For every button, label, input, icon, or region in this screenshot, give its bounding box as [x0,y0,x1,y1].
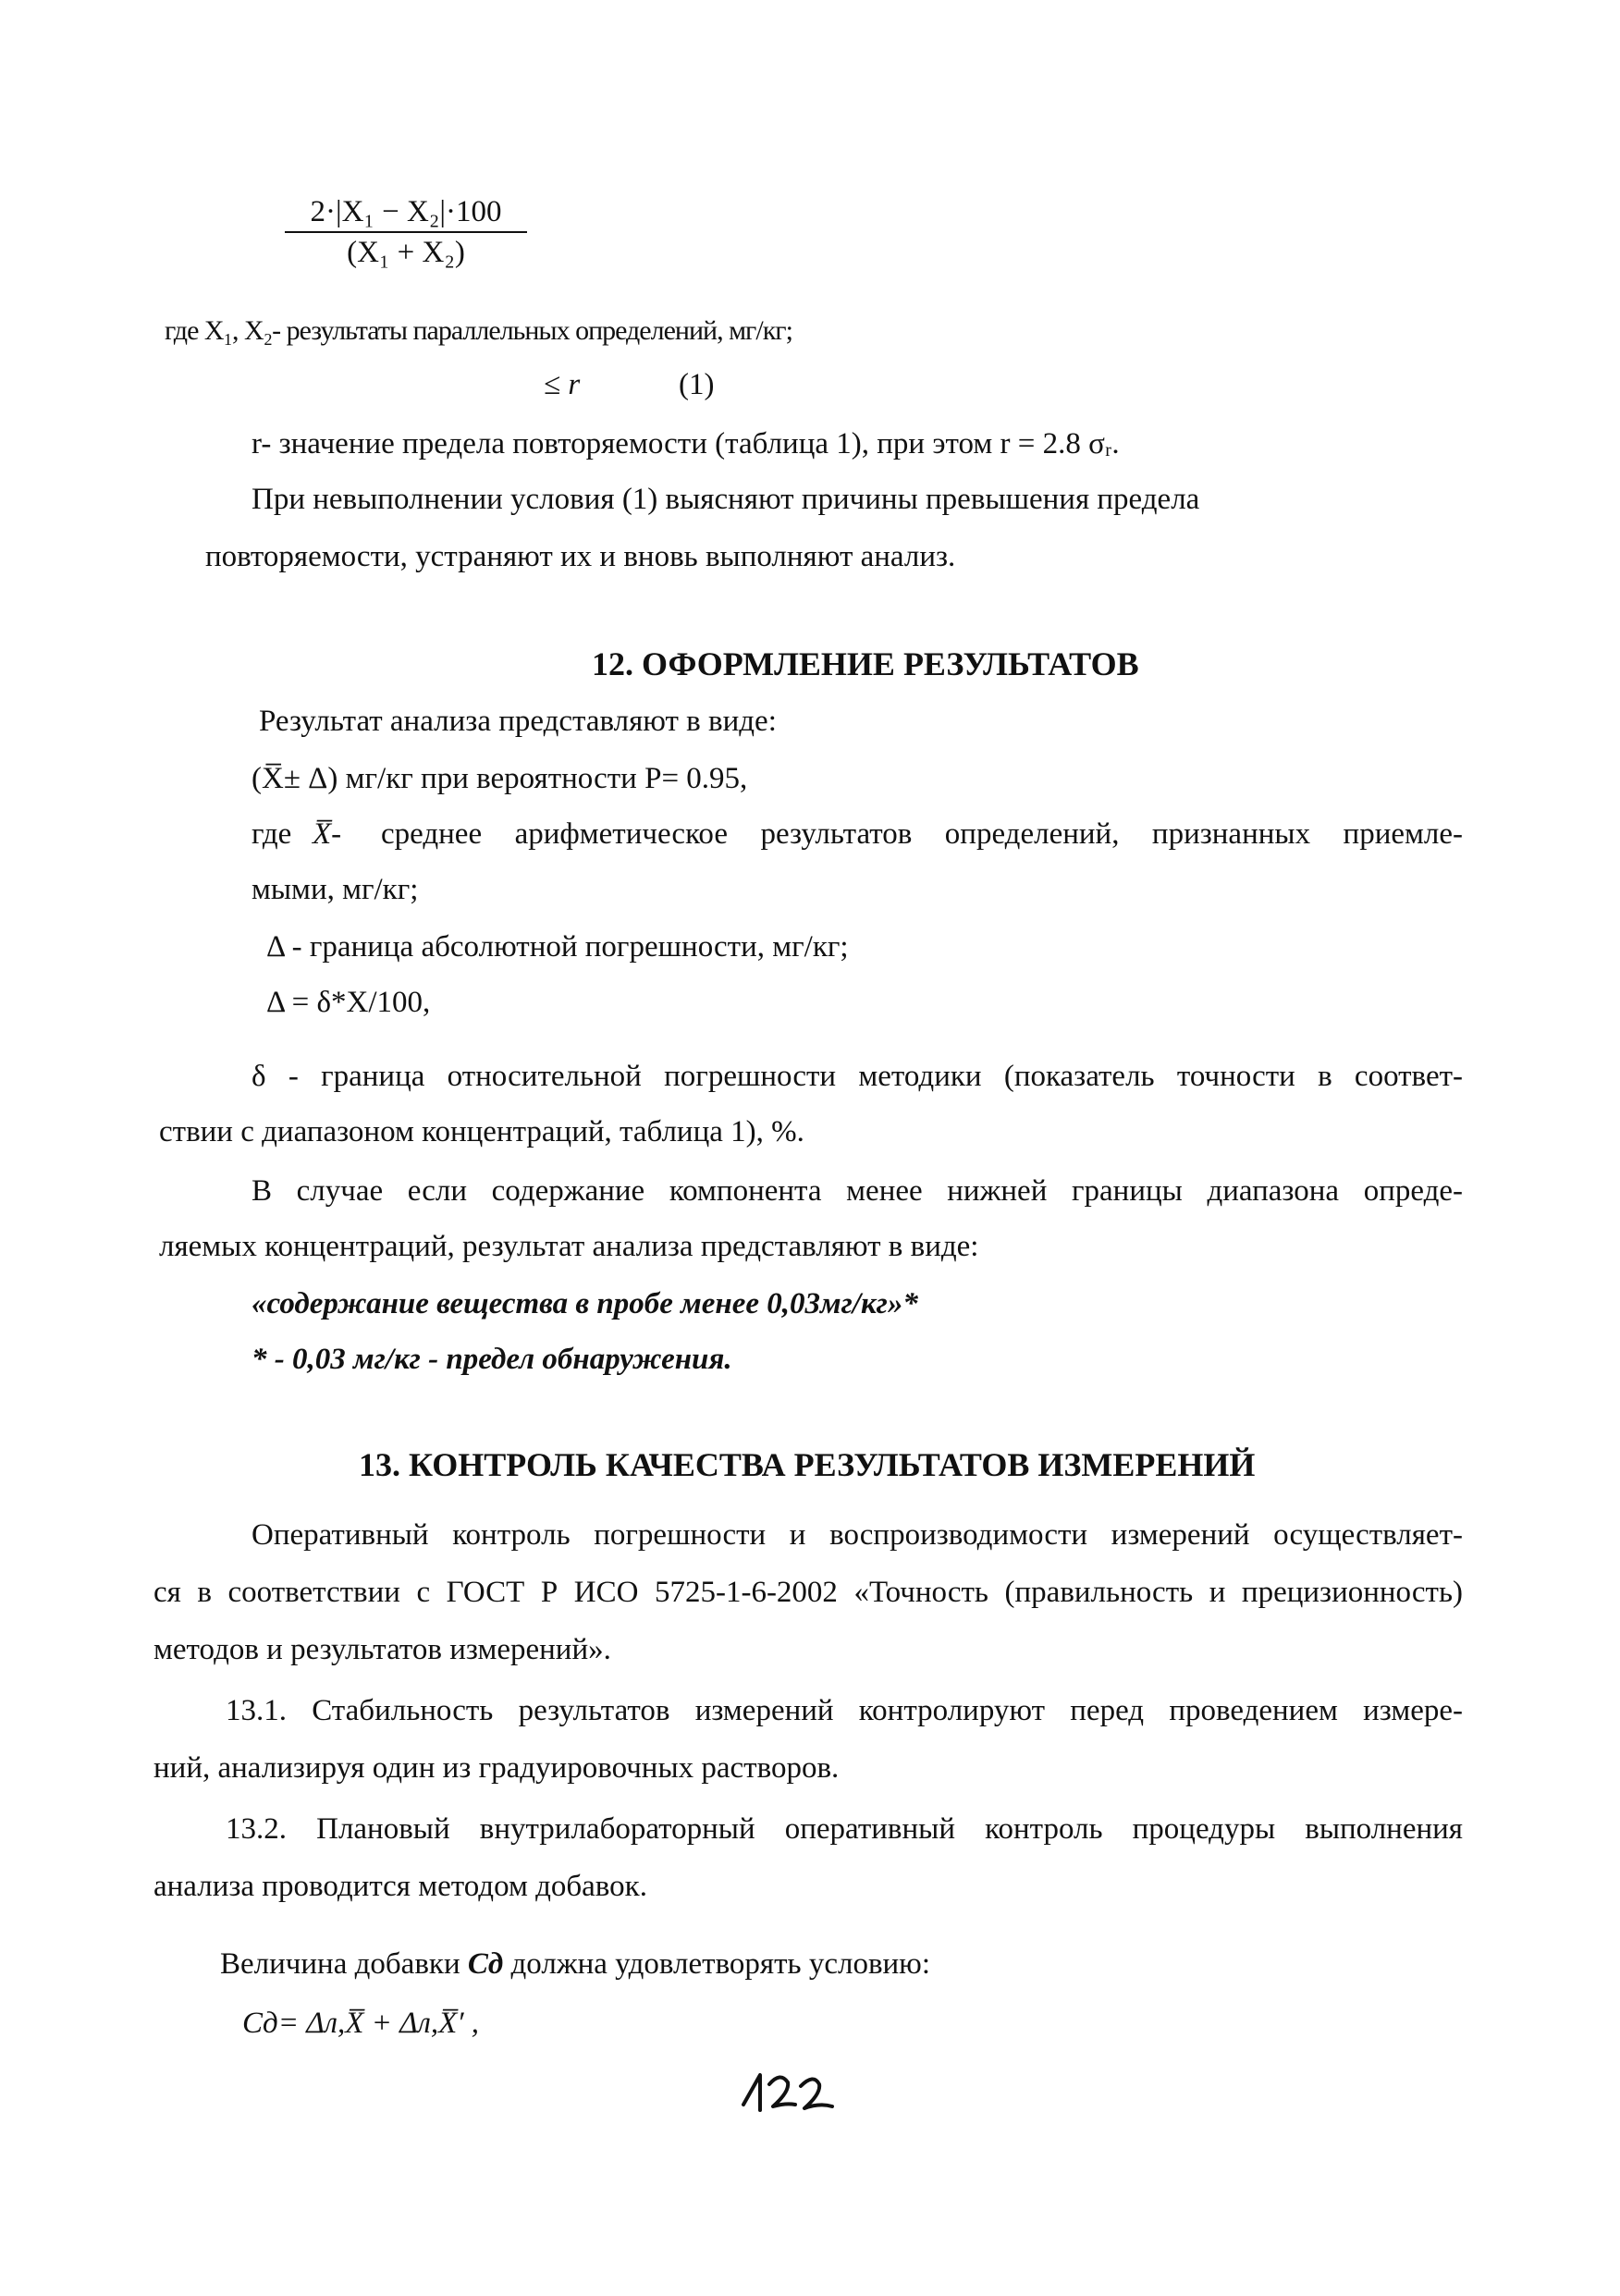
abs-error-line: Δ - граница абсолютной погрешности, мг/кг; [266,930,849,964]
repeatability-limit-line: r- значение предела повторяемости (таблица 1), при этом r = 2.8 σᵣ. [252,427,1120,460]
mean-definition-line: среднее арифметическое результатов определений, признанных приемле- [381,817,1463,851]
detection-limit-note: * - 0,03 мг/кг - предел обнаружения. [252,1343,732,1376]
failure-paragraph-line1: При невыполнении условия (1) выясняют причины превышения предела [252,483,1200,516]
condition-number: (1) [679,368,715,401]
control-paragraph-line1: Оперативный контроль погрешности и воспроизводимости измерений осуществляет- [252,1518,1463,1552]
additive-symbol: Cд [467,1947,504,1981]
section-13-heading: 13. КОНТРОЛЬ КАЧЕСТВА РЕЗУЛЬТАТОВ ИЗМЕРЕНИЙ [359,1446,1256,1483]
condition-le-r: ≤ r [544,368,581,401]
additive-condition-line [220,1946,930,1983]
failure-paragraph-line2: повторяемости, устраняют их и вновь выполняют анализ. [205,540,956,573]
stability-line2: ний, анализируя один из градуировочных растворов. [153,1751,840,1785]
below-range-statement: «содержание вещества в пробе менее 0,03мг/кг»* [252,1287,918,1320]
result-form-line: Результат анализа представляют в виде: [259,705,777,738]
mean-definition-line2: мыми, мг/кг; [252,873,419,906]
rel-error-line2: ствии с диапазоном концентраций, таблица 1), %. [159,1115,804,1148]
result-expression-line: (X̅± Δ) мг/кг при вероятности P= 0.95, [252,762,748,795]
additive-condition-suffix: должна удовлетворять условию: [503,1947,931,1981]
below-range-line1: В случае если содержание компонента менее нижней границы диапазона опреде- [252,1174,1463,1208]
below-range-line2: ляемых концентраций, результат анализа представляют в виде: [159,1230,979,1263]
control-paragraph-line3: методов и результатов измерений». [153,1633,611,1666]
where-word: где [252,817,292,851]
additive-formula: Cд= Δл,X̅ + Δл,X̅′ , [242,2007,480,2040]
stability-line1: 13.1. Стабильность результатов измерений контролируют перед проведением измере- [226,1694,1463,1727]
formula-numerator: 2·|X₁ − X₂|·100 [285,194,527,233]
where-x-line: где X₁, X₂- результаты параллельных определений, мг/кг; [165,315,792,346]
control-paragraph-line2: ся в соответствии с ГОСТ Р ИСО 5725-1-6-2002 «Точность (правильность и прецизионность) [153,1576,1463,1609]
formula-denominator: (X₁ + X₂) [347,236,465,269]
rel-error-line1: δ - граница относительной погрешности методики (показатель точности в соответ- [252,1060,1463,1093]
section-12-heading: 12. ОФОРМЛЕНИЕ РЕЗУЛЬТАТОВ [592,645,1139,682]
handwritten-page-number [736,2064,838,2119]
planned-control-line2: анализа проводится методом добавок. [153,1870,647,1903]
x-mean-symbol: X̅- [313,817,342,851]
relative-difference-formula [285,194,527,270]
delta-formula-line: Δ = δ*X/100, [266,986,431,1019]
additive-condition-prefix: Величина добавки [220,1947,468,1981]
planned-control-line1: 13.2. Плановый внутрилабораторный оперативный контроль процедуры выполнения [226,1812,1463,1846]
